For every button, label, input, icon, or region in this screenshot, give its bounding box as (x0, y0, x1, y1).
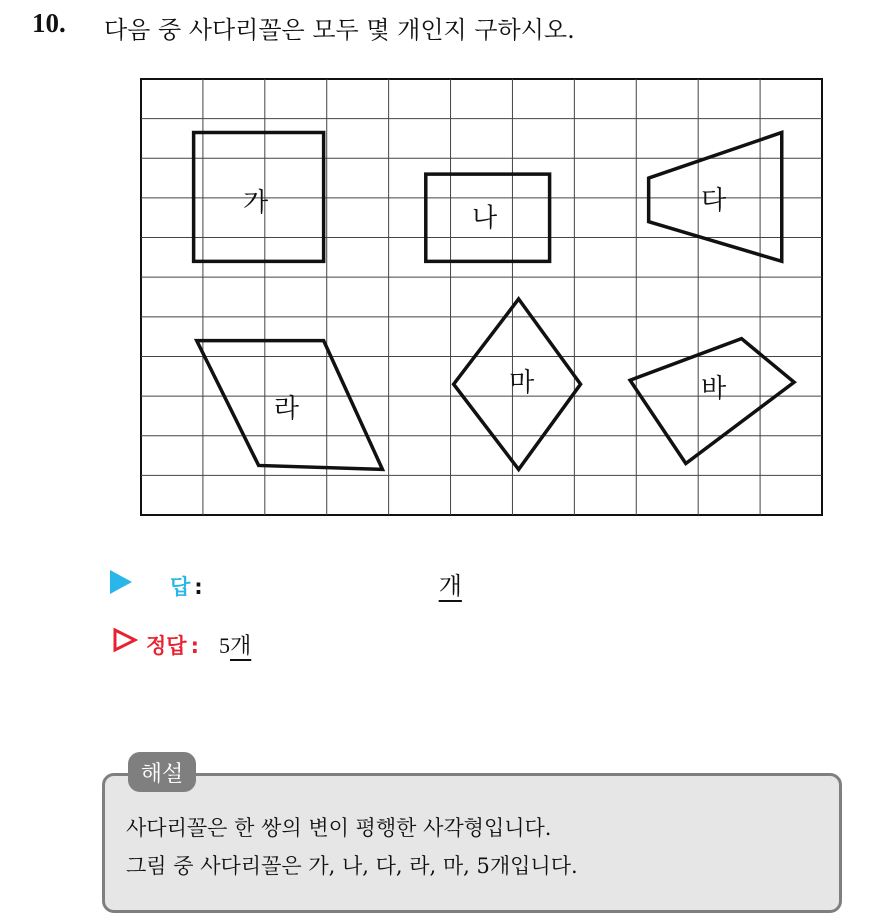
correct-answer-row (112, 627, 251, 660)
explanation-line-2: 그림 중 사다리꼴은 가, 나, 다, 라, 마, 5개입니다. (126, 854, 578, 878)
shape-label-2: 나 (472, 203, 498, 234)
filled-triangle-icon (110, 570, 132, 594)
explanation-tag: 해설 (128, 752, 196, 792)
answer-unit: 개 (438, 572, 462, 600)
shape-label-4: 라 (273, 393, 300, 424)
outline-triangle-icon (112, 627, 138, 653)
explanation-line-1: 사다리꼴은 한 쌍의 변이 평행한 사각형입니다. (126, 816, 552, 840)
grid-border (141, 79, 822, 515)
shape-label-5: 마 (509, 368, 535, 399)
answer-label: 답 (170, 575, 191, 599)
explanation-box (102, 773, 842, 913)
correct-answer-label: 정답 (146, 634, 187, 658)
question-text: 다음 중 사다리꼴은 모두 몇 개인지 구하시오. (104, 16, 575, 44)
shape-label-1: 가 (242, 187, 269, 218)
question-number: 10. (32, 8, 66, 38)
grid-figure (140, 78, 823, 516)
answer-row (110, 566, 462, 601)
shape-label-6: 바 (701, 374, 727, 405)
correct-answer-value: 5 (218, 633, 230, 658)
correct-answer-colon: : (190, 634, 199, 658)
correct-answer-unit: 개 (229, 634, 252, 659)
answer-colon: : (194, 575, 203, 599)
shape-label-3: 다 (701, 185, 727, 216)
